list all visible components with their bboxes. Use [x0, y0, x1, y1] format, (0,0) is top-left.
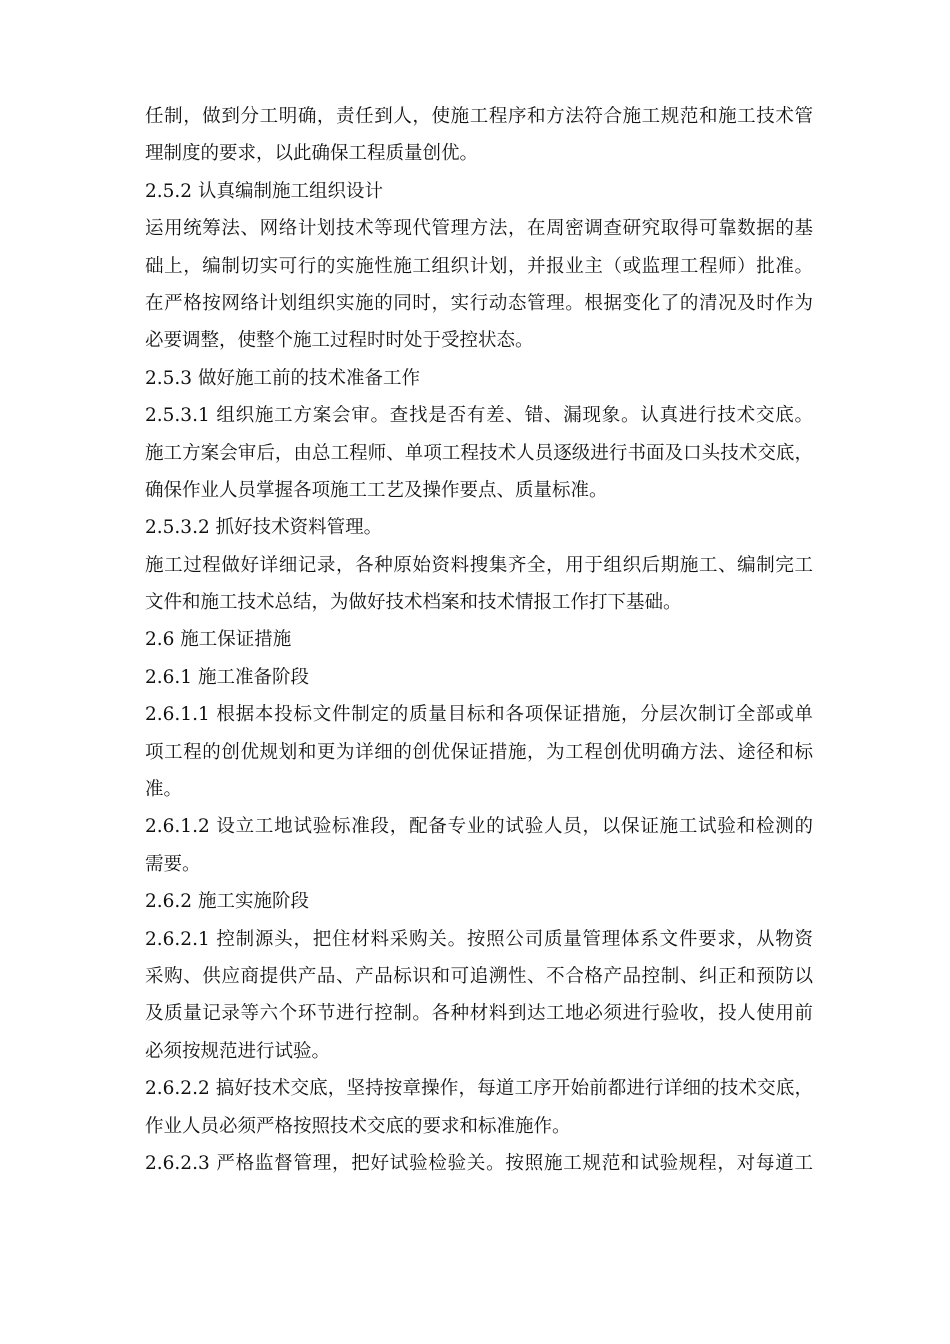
body-line: 确保作业人员掌握各项施工工艺及操作要点、质量标准。 — [145, 479, 608, 501]
body-line: 础上，编制切实可行的实施性施工组织计划，并报业主（或监理工程师）批准。 — [145, 255, 813, 277]
body-line: 采购、供应商提供产品、产品标识和可追溯性、不合格产品控制、纠正和预防以 — [145, 965, 813, 987]
body-line: 需要。 — [145, 853, 201, 875]
body-line: 文件和施工技术总结，为做好技术档案和技术情报工作打下基础。 — [145, 592, 682, 614]
body-line: 2.5.3.1 组织施工方案会审。查找是否有差、错、漏现象。认真进行技术交底。 — [145, 405, 813, 427]
body-line: 必须按规范进行试验。 — [145, 1040, 331, 1062]
section-heading-2-6: 2.6 施工保证措施 — [145, 629, 292, 651]
section-heading-2-5-3-2: 2.5.3.2 抓好技术资料管理。 — [145, 517, 383, 539]
section-heading-2-6-1: 2.6.1 施工准备阶段 — [145, 666, 309, 688]
body-line: 2.6.1.1 根据本投标文件制定的质量目标和各项保证措施，分层次制订全部或单 — [145, 704, 813, 726]
section-heading-2-6-2: 2.6.2 施工实施阶段 — [145, 891, 309, 913]
body-line: 施工方案会审后，由总工程师、单项工程技术人员逐级进行书面及口头技术交底， — [145, 442, 813, 464]
body-line: 项工程的创优规划和更为详细的创优保证措施，为工程创优明确方法、途径和标 — [145, 741, 813, 763]
body-line: 必要调整，使整个施工过程时时处于受控状态。 — [145, 330, 534, 352]
body-line: 作业人员必须严格按照技术交底的要求和标准施作。 — [145, 1115, 571, 1137]
body-line: 准。 — [145, 779, 183, 801]
body-line: 2.6.2.1 控制源头，把住材料采购关。按照公司质量管理体系文件要求，从物资 — [145, 928, 813, 950]
section-heading-2-5-2: 2.5.2 认真编制施工组织设计 — [145, 180, 383, 202]
body-line: 2.6.1.2 设立工地试验标准段，配备专业的试验人员，以保证施工试验和检测的 — [145, 816, 813, 838]
section-heading-2-5-3: 2.5.3 做好施工前的技术准备工作 — [145, 367, 420, 389]
body-line: 及质量记录等六个环节进行控制。各种材料到达工地必须进行验收，投人使用前 — [145, 1003, 813, 1025]
document-body — [145, 98, 813, 1182]
body-line: 施工过程做好详细记录，各种原始资料搜集齐全，用于组织后期施工、编制完工 — [145, 554, 813, 576]
body-line: 2.6.2.2 搞好技术交底，坚持按章操作，每道工序开始前都进行详细的技术交底， — [145, 1078, 813, 1100]
body-line: 理制度的要求，以此确保工程质量创优。 — [145, 143, 479, 165]
body-line: 运用统筹法、网络计划技术等现代管理方法，在周密调查研究取得可靠数据的基 — [145, 218, 813, 240]
body-line: 2.6.2.3 严格监督管理，把好试验检验关。按照施工规范和试验规程，对每道工 — [145, 1152, 813, 1174]
body-line: 在严格按网络计划组织实施的同时，实行动态管理。根据变化了的清况及时作为 — [145, 292, 813, 314]
body-line: 任制，做到分工明确，责任到人，使施工程序和方法符合施工规范和施工技术管 — [145, 106, 813, 127]
